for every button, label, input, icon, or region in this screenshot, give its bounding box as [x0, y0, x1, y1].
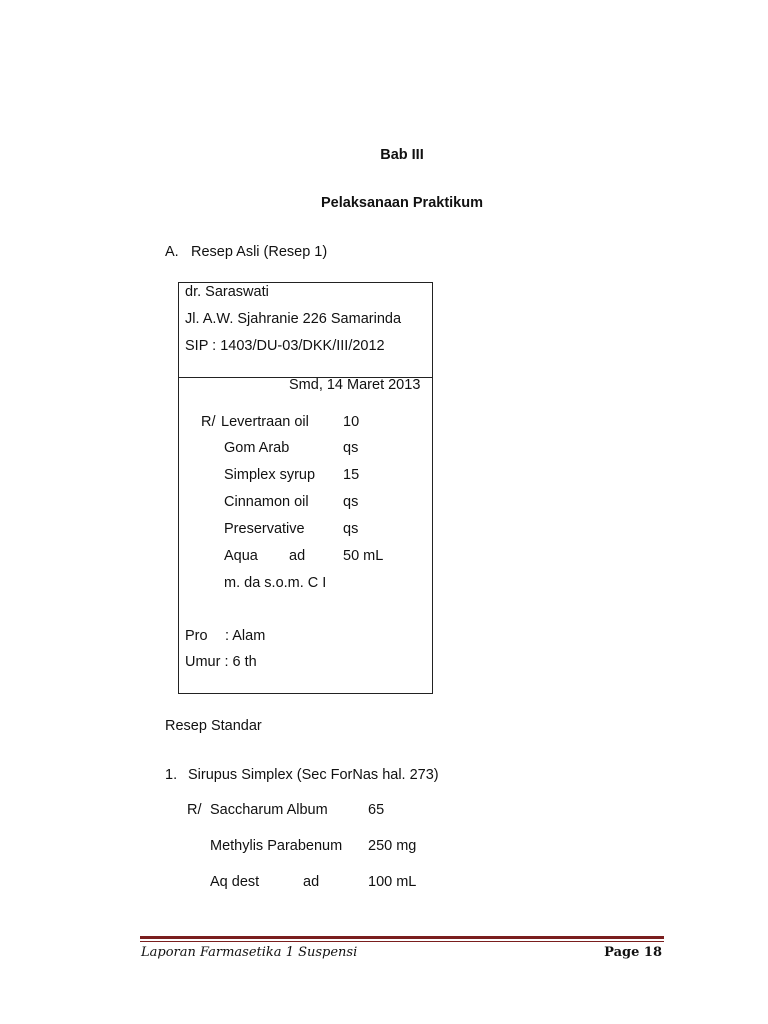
patient-age: Umur : 6 th: [185, 654, 257, 670]
footer-title: Laporan Farmasetika 1 Suspensi: [141, 945, 358, 960]
rx-item-name: Gom Arab: [224, 440, 290, 456]
rx-prefix: R/: [201, 414, 216, 430]
rx-item-name: Simplex syrup: [224, 467, 316, 483]
prescription-date: Smd, 14 Maret 2013: [289, 377, 421, 393]
patient-pro-value: : Alam: [225, 628, 266, 644]
resep-standar-title: Resep Standar: [165, 718, 262, 734]
footer-rule: [140, 936, 664, 939]
standard-row-name: Methylis Parabenum: [210, 838, 343, 854]
standard-rx-prefix: R/: [187, 802, 202, 818]
standard-row-qty: 65: [368, 802, 385, 818]
section-a-marker: A.: [165, 244, 179, 260]
patient-pro-label: Pro: [185, 628, 208, 644]
standard-row-name: Aq dest: [210, 874, 260, 890]
rx-item-qty: 10: [343, 414, 360, 430]
rx-item-qty: 50 mL: [343, 548, 384, 564]
standard-item-label: Sirupus Simplex (Sec ForNas hal. 273): [188, 767, 439, 783]
rx-item-qty: 15: [343, 467, 360, 483]
rx-item-name: Aqua: [224, 548, 258, 564]
rx-item-ad: ad: [289, 548, 306, 564]
page-title: Pelaksanaan Praktikum: [320, 195, 483, 211]
rx-item-name: Preservative: [224, 521, 305, 537]
standard-row-qty: 250 mg: [368, 838, 417, 854]
doctor-address: Jl. A.W. Sjahranie 226 Samarinda: [185, 311, 402, 327]
standard-row-ad: ad: [303, 874, 320, 890]
standard-row-name: Saccharum Album: [210, 802, 328, 818]
doctor-sip: SIP : 1403/DU-03/DKK/III/2012: [185, 338, 385, 354]
standard-item-marker: 1.: [165, 767, 178, 783]
rx-signa: m. da s.o.m. C I: [224, 575, 327, 591]
rx-item-qty: qs: [343, 440, 359, 456]
footer-rule-thin: [140, 941, 664, 942]
rx-item-qty: qs: [343, 494, 359, 510]
standard-row-qty: 100 mL: [368, 874, 417, 890]
rx-item-qty: qs: [343, 521, 359, 537]
rx-item-name: Levertraan oil: [221, 414, 309, 430]
rx-item-name: Cinnamon oil: [224, 494, 309, 510]
section-a-label: Resep Asli (Resep 1): [191, 244, 328, 260]
chapter-heading: Bab III: [380, 147, 424, 163]
page-number: Page 18: [604, 945, 662, 960]
doctor-name: dr. Saraswati: [185, 284, 269, 300]
